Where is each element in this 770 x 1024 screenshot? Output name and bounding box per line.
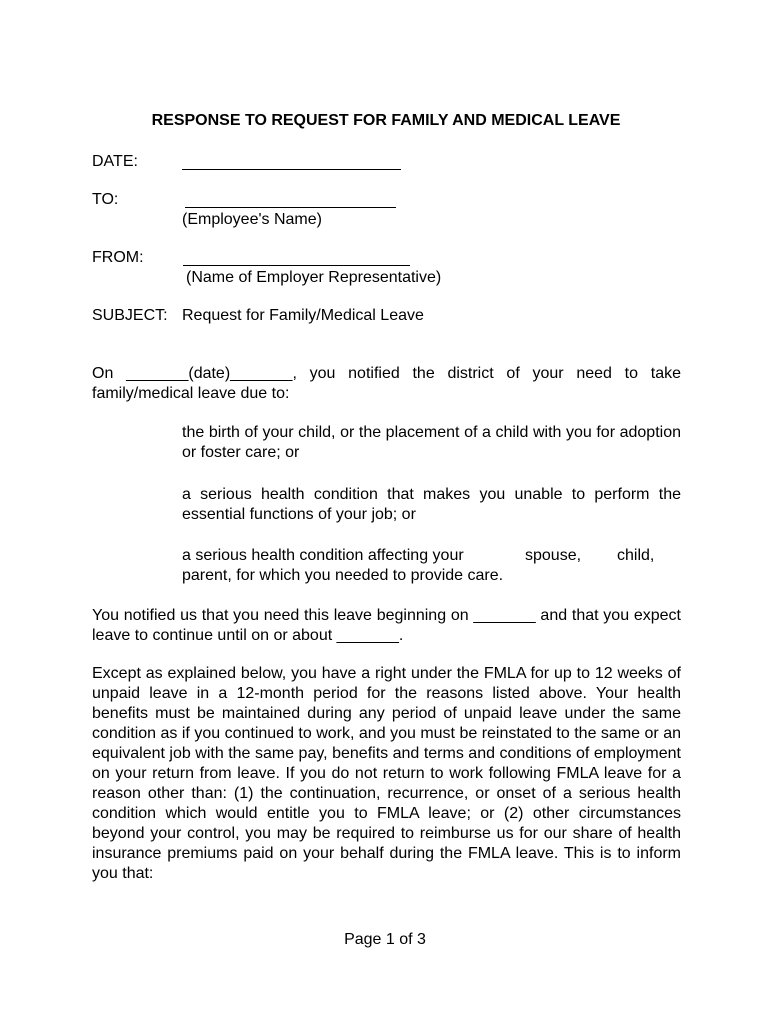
to-label: TO:: [92, 191, 119, 208]
subject-label: SUBJECT:: [92, 307, 168, 324]
date-label: DATE:: [92, 153, 138, 170]
reason-birth-adoption: the birth of your child, or the placement of a child with you for adoption or foster care; or: [182, 424, 681, 461]
page-number: Page 1 of 3: [344, 931, 426, 948]
child-option: child,: [617, 547, 655, 564]
reason-family-health-line2: parent, for which you needed to provide care.: [182, 567, 504, 584]
spouse-option: spouse,: [525, 547, 582, 564]
employer-rep-blank-line[interactable]: [183, 265, 410, 266]
leave-period-paragraph: You notified us that you need this leave beginning on _______ and that you expect leave to continue until on or about _______.: [92, 607, 681, 644]
reason-own-health: a serious health condition that makes you unable to perform the essential functions of your job; or: [182, 486, 681, 523]
employee-name-caption: (Employee's Name): [182, 211, 322, 228]
date-blank-line[interactable]: [182, 169, 401, 170]
document-title: RESPONSE TO REQUEST FOR FAMILY AND MEDICAL LEAVE: [151, 112, 621, 129]
reason-family-health-line1: [182, 546, 681, 566]
from-label: FROM:: [92, 249, 144, 266]
fmla-explanation-paragraph: Except as explained below, you have a right under the FMLA for up to 12 weeks of unpaid leave in a 12-month period for the reasons listed above. Your health benefits must be maintained during any period of unpaid leave under the same condition as if you continued to work, and you must be reinstated to the same or an equivalent job with the same pay, benefits and terms and conditions of employment on your return from leave. If you do not return to work following FMLA leave for a reason other than: (1) the continuation, recurrence, or onset of a serious health condition which would entitle you to FMLA leave; or (2) other circumstances beyond your control, you may be required to reimburse us for our share of health insurance premiums paid on your behalf during the FMLA leave. This is to inform you that:: [92, 665, 681, 882]
employee-name-blank-line[interactable]: [185, 207, 396, 208]
reason-family-health: [182, 546, 681, 586]
intro-paragraph: On _______(date)_______, you notified the district of your need to take family/medical leave due to:: [92, 365, 681, 402]
subject-value: Request for Family/Medical Leave: [182, 307, 424, 324]
employer-rep-caption: (Name of Employer Representative): [186, 269, 442, 286]
reason-family-health-text: a serious health condition affecting your: [182, 547, 464, 564]
